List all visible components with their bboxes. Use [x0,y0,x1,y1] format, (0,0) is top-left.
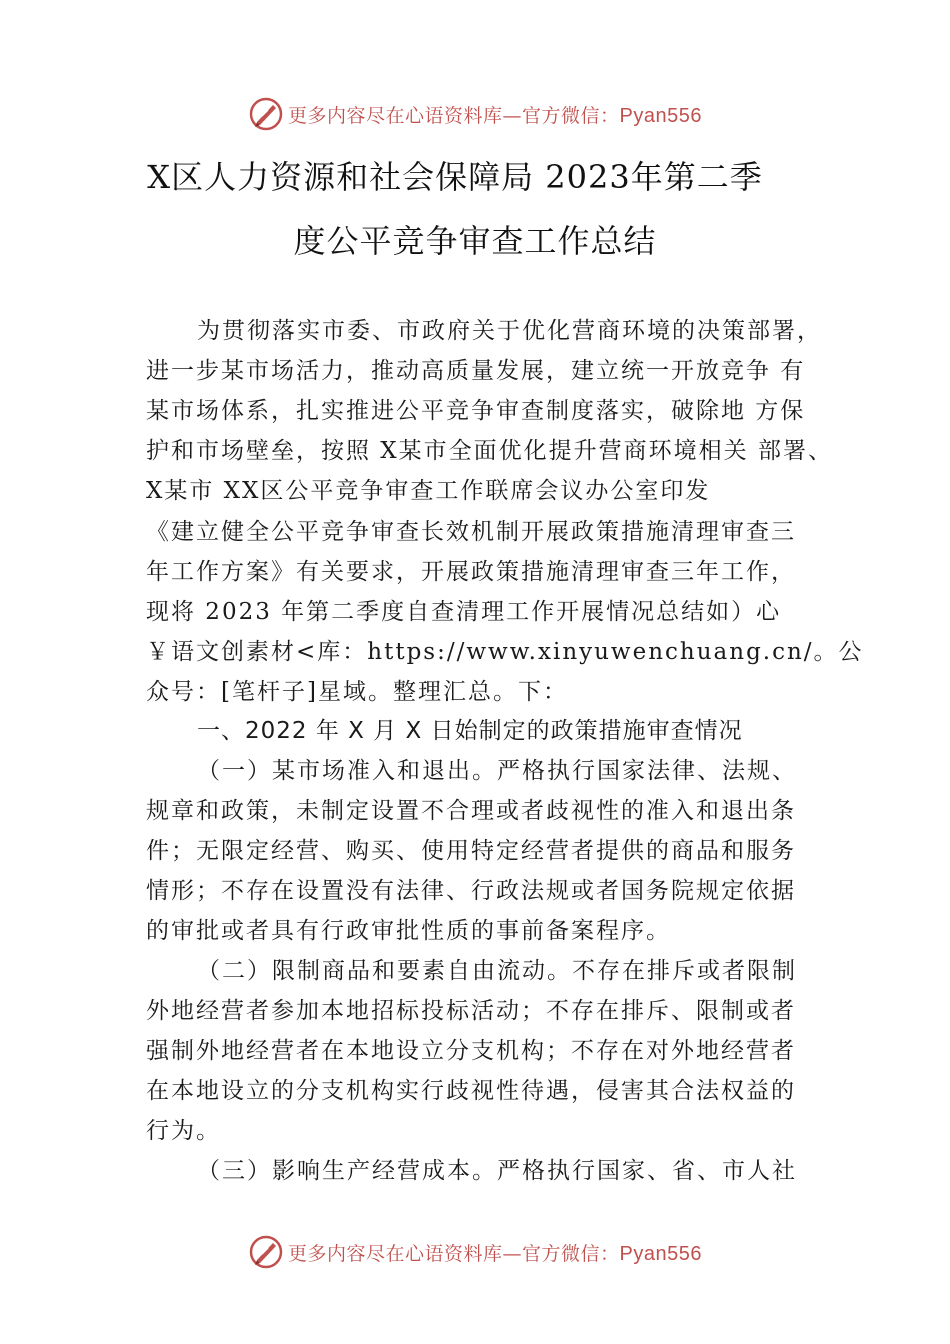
body-line: 在本地设立的分支机构实行歧视性待遇，侵害其合法权益的 [146,1078,796,1104]
watermark-text: 更多内容尽在心语资料库—官方微信：Pyan556 [288,1242,702,1265]
body-line: （一）某市场准入和退出。严格执行国家法律、法规、 [197,758,797,784]
body-line: 行为。 [146,1118,221,1144]
body-line: 的审批或者具有行政审批性质的事前备案程序。 [146,918,671,944]
watermark-text: 更多内容尽在心语资料库—官方微信：Pyan556 [288,104,702,127]
body-line: 为贯彻落实市委、市政府关于优化营商环境的决策部署， [197,318,822,344]
body-line: 现将 2023 年第二季度自查清理工作开展情况总结如）心 [146,599,782,625]
body-line: 《建立健全公平竞争审查长效机制开展政策措施清理审查三 [146,519,796,545]
pen-logo-icon [248,96,284,132]
body-line: 某市场体系，扎实推进公平竞争审查制度落实，破除地 方保 [146,398,806,424]
body-line: 强制外地经营者在本地设立分支机构；不存在对外地经营者 [146,1038,796,1064]
body-line: 件；无限定经营、购买、使用特定经营者提供的商品和服务 [146,838,796,864]
document-title-line-2: 度公平竞争审查工作总结 [293,222,657,260]
document-title-line-1: X区人力资源和社会保障局 2023年第二季 [147,158,763,196]
pen-logo-icon [248,1234,284,1270]
body-line: （二）限制商品和要素自由流动。不存在排斥或者限制 [197,958,797,984]
body-line: ￥语文创素材<库：https://www.xinyuwenchuang.cn/。公 [146,639,864,665]
body-line: 规章和政策，未制定设置不合理或者歧视性的准入和退出条 [146,798,796,824]
body-line: 外地经营者参加本地招标投标活动；不存在排斥、限制或者 [146,998,796,1024]
watermark-banner-bottom [0,1232,950,1272]
body-line: 护和市场壁垒，按照 X某市全面优化提升营商环境相关 部署、 [146,438,833,464]
body-line: 进一步某市场活力，推动高质量发展，建立统一开放竞争 有 [146,358,806,384]
watermark-banner-top [0,94,950,134]
body-line: 众号：[笔杆子]星域。整理汇总。下： [146,679,568,705]
body-line: 情形；不存在设置没有法律、行政法规或者国务院规定依据 [146,878,796,904]
section-heading: 一、2022 年 X 月 X 日始制定的政策措施审查情况 [197,718,743,744]
body-line: X某市 XX区公平竞争审查工作联席会议办公室印发 [146,478,711,504]
body-line: （三）影响生产经营成本。严格执行国家、省、市人社 [197,1158,797,1184]
body-line: 年工作方案》有关要求，开展政策措施清理审查三年工作， [146,559,796,585]
